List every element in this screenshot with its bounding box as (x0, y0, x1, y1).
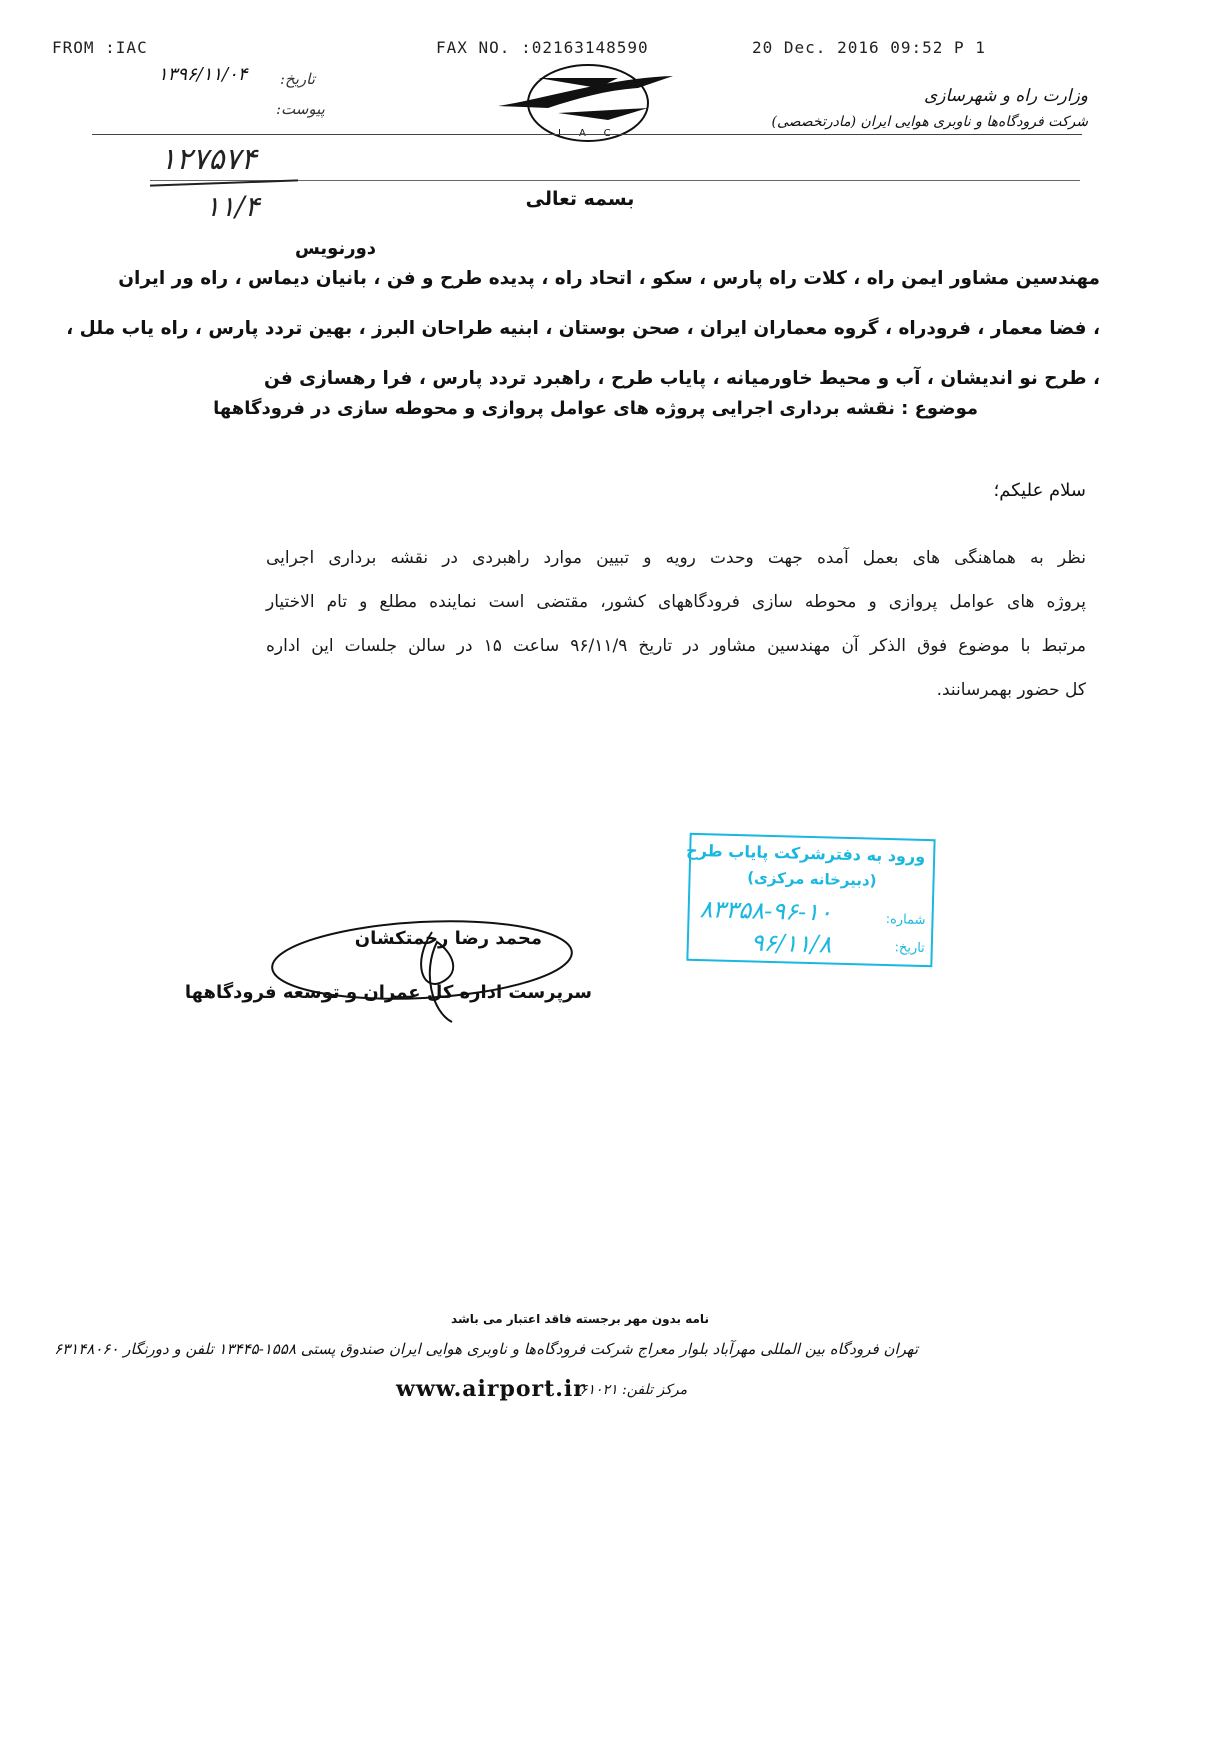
body-line: پروژه های عوامل پروازی و محوطه سازی فرودگاههای کشور، مقتضی است نماینده مطلع و تام الاختیار (266, 592, 1086, 612)
greeting: سلام علیکم؛ (993, 480, 1086, 501)
handwritten-date: ۱۱/۴ (205, 190, 260, 223)
body-line: کل حضور بهمرسانند. (936, 680, 1086, 700)
stamp-number-value: ۸۳۳۵۸-۹۶-۱۰ (699, 895, 833, 927)
reception-stamp (686, 833, 935, 967)
letter-date-value: ۱۳۹۶/۱۱/۰۴ (158, 64, 248, 85)
addressee-line: مهندسین مشاور ایمن راه ، کلات راه پارس ، سکو ، اتحاد راه ، پدیده طرح و فن ، بانیان دیماس ، راه ور ایران (118, 268, 1100, 289)
footer-notice: نامه بدون مهر برجسته فاقد اعتبار می باشد (451, 1312, 709, 1326)
stamp-date-label: تاریخ: (894, 940, 925, 956)
fax-from: FROM :IAC (52, 38, 148, 57)
ministry-name: وزارت راه و شهرسازی (923, 86, 1088, 106)
signatory-title: سرپرست اداره کل عمران و توسعه فرودگاهها (184, 982, 592, 1003)
signatory-name: محمد رضا رحمتکشان (354, 928, 542, 949)
fax-datetime: 20 Dec. 2016 09:52 P 1 (752, 38, 986, 57)
footer-phone-center: مرکز تلفن: ۶۱۰۲۱ (580, 1382, 688, 1398)
cc-label: دورنویس (294, 238, 376, 259)
body-line: نظر به هماهنگی های بعمل آمده جهت وحدت رویه و تبیین موارد راهبردی در نقشه برداری اجرایی (266, 548, 1086, 568)
footer-address: تهران فرودگاه بین المللی مهرآباد بلوار معراج شرکت فرودگاه‌ها و ناوبری هوایی ایران صندوق پستی ۱۵۵۸-۱۳۴۴۵ تلفن و دورنگار ۶۳۱۴۸۰۶۰ (54, 1340, 918, 1358)
body-line: مرتبط با موضوع فوق الذکر آن مهندسین مشاور در تاریخ ۹۶/۱۱/۹ ساعت ۱۵ در سالن جلسات این اداره (266, 636, 1086, 656)
addressee-line: ، فضا معمار ، فرودراه ، گروه معماران ایران ، صحن بوستان ، ابنیه طراحان البرز ، بهین تردد پارس ، راه یاب ملل ، (66, 318, 1100, 339)
company-name: شرکت فرودگاه‌ها و ناوبری هوایی ایران (مادرتخصصی) (771, 114, 1088, 130)
fax-number: FAX NO. :02163148590 (436, 38, 649, 57)
handwritten-number: ۱۲۷۵۷۴ (160, 142, 257, 177)
invocation: بسمه تعالی (525, 188, 635, 210)
attachment-label: پیوست: (276, 100, 325, 118)
addressee-line: ، طرح نو اندیشان ، آب و محیط خاورمیانه ، پایاب طرح ، راهبرد تردد پارس ، فرا رهسازی فن (263, 368, 1100, 389)
stamp-date-value: ۹۶/۱۱/۸ (750, 928, 832, 959)
stamp-line-2: (دبیرخانه مرکزی) (747, 868, 877, 890)
subject-line: موضوع : نقشه برداری اجرایی پروژه های عوامل پروازی و محوطه سازی در فرودگاهها (213, 398, 978, 419)
footer-website: www.airport.ir (396, 1376, 586, 1402)
stamp-number-label: شماره: (885, 911, 926, 929)
letter-date-label: تاریخ: (280, 70, 315, 88)
stamp-line-1: ورود به دفترشرکت پایاب طرح (685, 840, 926, 866)
header-divider (92, 134, 1082, 135)
